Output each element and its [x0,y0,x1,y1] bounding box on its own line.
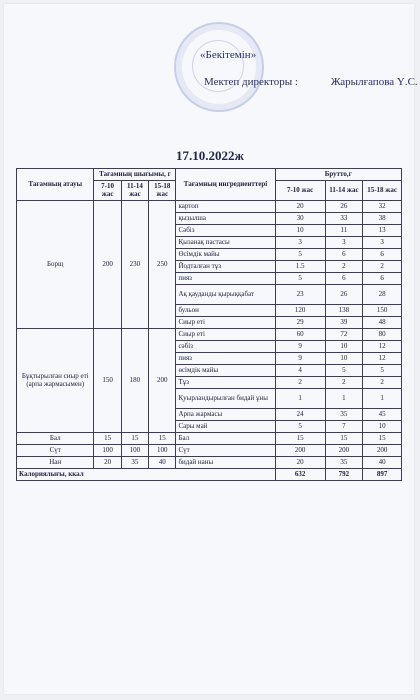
ingredient-brutto: 72 [325,329,363,341]
ingredient-brutto: 80 [363,329,402,341]
ingredient-brutto: 10 [363,421,402,433]
ingredient-brutto: 2 [275,377,325,389]
ingredient-brutto: 2 [325,377,363,389]
ingredient-brutto: 9 [275,353,325,365]
ingredient-brutto: 10 [325,341,363,353]
ingredient-brutto: 5 [275,273,325,285]
dish-portion: 15 [149,433,176,445]
director-line [204,76,418,88]
ingredient-brutto: 2 [325,261,363,273]
ingredient-brutto: 12 [363,353,402,365]
ingredient-brutto: 3 [275,237,325,249]
header-ingredients: Тағамның ингредиенттері [176,169,275,201]
ingredient-brutto: 10 [275,225,325,237]
ingredient-name: Бал [176,433,275,445]
ingredient-brutto: 2 [363,261,402,273]
table-row [17,201,402,213]
header-age-brutto: 15-18 жас [363,181,402,201]
ingredient-brutto: 5 [275,421,325,433]
ingredient-name: Сары май [176,421,275,433]
dish-portion: 250 [149,201,176,329]
menu-table [16,168,402,481]
ingredient-brutto: 33 [325,213,363,225]
total-value: 897 [363,469,402,481]
ingredient-brutto: 48 [363,317,402,329]
director-name: Жарылғапова Ү.С. [330,76,418,88]
dish-portion: 100 [149,445,176,457]
ingredient-brutto: 6 [325,273,363,285]
ingredient-name: Арпа жармасы [176,409,275,421]
ingredient-brutto: 1 [363,389,402,409]
total-value: 792 [325,469,363,481]
ingredient-brutto: 1.5 [275,261,325,273]
ingredient-brutto: 10 [325,353,363,365]
ingredient-name: Өсімдік майы [176,249,275,261]
menu-date: 17.10.2022ж [176,148,244,163]
ingredient-brutto: 45 [363,409,402,421]
dish-name: Бұқтырылған сиыр еті (арпа жармасымен) [17,329,94,433]
ingredient-brutto: 3 [325,237,363,249]
ingredient-brutto: 35 [325,409,363,421]
dish-name: Нан [17,457,94,469]
ingredient-name: Ақ қауданды қырыққабат [176,285,275,305]
ingredient-brutto: 26 [325,201,363,213]
ingredient-name: Қызанақ пастасы [176,237,275,249]
ingredient-name: Қуырландырылған бидай ұны [176,389,275,409]
ingredient-brutto: 24 [275,409,325,421]
ingredient-name: Сиыр еті [176,329,275,341]
ingredient-name: пияз [176,353,275,365]
dish-portion: 180 [121,329,148,433]
ingredient-name: Сәбіз [176,225,275,237]
dish-name: Сүт [17,445,94,457]
table-row [17,329,402,341]
ingredient-name: бульон [176,305,275,317]
table-row [17,433,402,445]
ingredient-name: өсімдік майы [176,365,275,377]
ingredient-brutto: 15 [325,433,363,445]
school-seal [174,22,264,112]
ingredient-name: пияз [176,273,275,285]
ingredient-brutto: 3 [363,237,402,249]
ingredient-brutto: 20 [275,457,325,469]
dish-portion: 100 [94,445,121,457]
ingredient-name: сәбіз [176,341,275,353]
ingredient-name: картоп [176,201,275,213]
dish-portion: 15 [121,433,148,445]
ingredient-brutto: 32 [363,201,402,213]
dish-name: Борщ [17,201,94,329]
ingredient-brutto: 200 [325,445,363,457]
ingredient-name: Тұз [176,377,275,389]
ingredient-brutto: 23 [275,285,325,305]
ingredient-brutto: 4 [275,365,325,377]
ingredient-brutto: 5 [275,249,325,261]
ingredient-brutto: 7 [325,421,363,433]
dish-portion: 230 [121,201,148,329]
ingredient-brutto: 5 [363,365,402,377]
header-age-brutto: 7-10 жас [275,181,325,201]
header-age-portion: 15-18 жас [149,181,176,201]
ingredient-brutto: 150 [363,305,402,317]
ingredient-brutto: 30 [275,213,325,225]
ingredient-brutto: 20 [275,201,325,213]
ingredient-brutto: 11 [325,225,363,237]
ingredient-brutto: 29 [275,317,325,329]
header-portion: Тағамның шығымы, г [94,169,176,181]
ingredient-brutto: 6 [325,249,363,261]
ingredient-brutto: 13 [363,225,402,237]
ingredient-brutto: 28 [363,285,402,305]
dish-portion: 150 [94,329,121,433]
ingredient-brutto: 200 [275,445,325,457]
ingredient-brutto: 35 [325,457,363,469]
dish-name: Бал [17,433,94,445]
ingredient-brutto: 6 [363,273,402,285]
ingredient-brutto: 38 [363,213,402,225]
header-age-portion: 7-10 жас [94,181,121,201]
dish-portion: 200 [149,329,176,433]
dish-portion: 35 [121,457,148,469]
ingredient-brutto: 200 [363,445,402,457]
ingredient-brutto: 2 [363,377,402,389]
ingredient-name: Сүт [176,445,275,457]
header-brutto: Брутто,г [275,169,401,181]
table-row [17,457,402,469]
ingredient-brutto: 1 [325,389,363,409]
dish-portion: 100 [121,445,148,457]
header-dish: Тағамның атауы [17,169,94,201]
ingredient-name: Сиыр еті [176,317,275,329]
ingredient-brutto: 60 [275,329,325,341]
ingredient-brutto: 15 [363,433,402,445]
ingredient-brutto: 9 [275,341,325,353]
ingredient-name: қызылша [176,213,275,225]
ingredient-name: бидай наны [176,457,275,469]
approval-heading: «Бекітемін» [200,49,257,61]
header-age-brutto: 11-14 жас [325,181,363,201]
ingredient-brutto: 120 [275,305,325,317]
table-row [17,445,402,457]
ingredient-brutto: 138 [325,305,363,317]
dish-portion: 15 [94,433,121,445]
ingredient-brutto: 6 [363,249,402,261]
dish-portion: 20 [94,457,121,469]
director-label: Мектеп директоры : [204,76,298,88]
header-age-portion: 11-14 жас [121,181,148,201]
ingredient-brutto: 26 [325,285,363,305]
total-value: 632 [275,469,325,481]
ingredient-name: Йодталған тұз [176,261,275,273]
ingredient-brutto: 15 [275,433,325,445]
dish-portion: 200 [94,201,121,329]
ingredient-brutto: 5 [325,365,363,377]
dish-portion: 40 [149,457,176,469]
ingredient-brutto: 39 [325,317,363,329]
total-label: Калориялығы, ккал [17,469,276,481]
ingredient-brutto: 1 [275,389,325,409]
ingredient-brutto: 40 [363,457,402,469]
ingredient-brutto: 12 [363,341,402,353]
